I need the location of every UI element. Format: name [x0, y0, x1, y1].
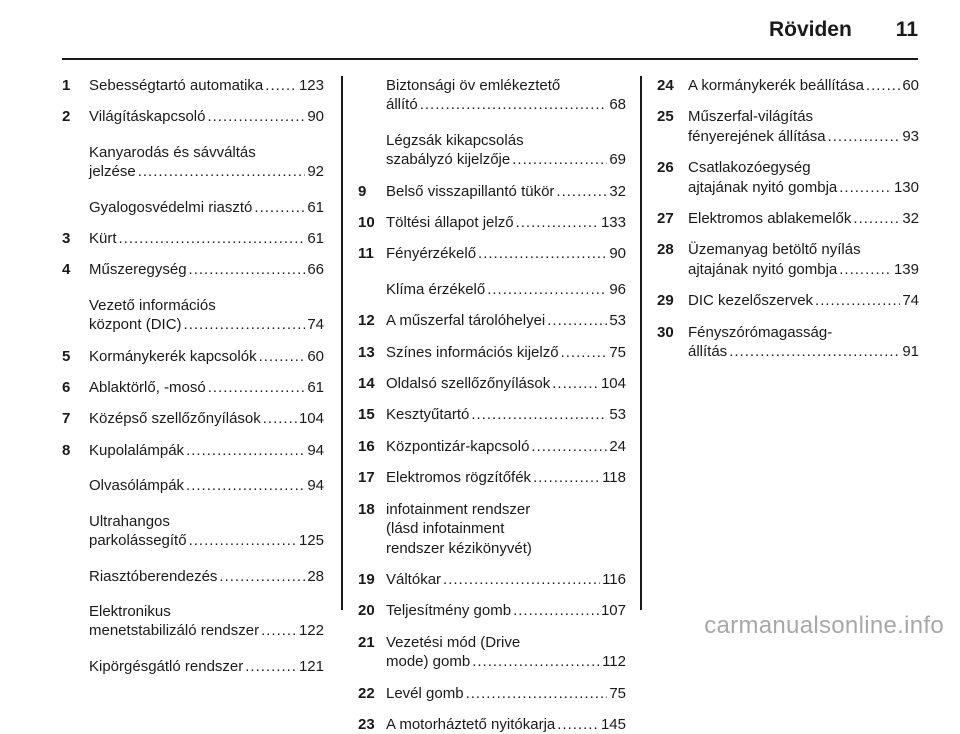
entry-text: Műszerfal-világítás: [688, 108, 814, 126]
leader-dots: [472, 652, 600, 671]
entry-page-ref[interactable]: 74: [902, 292, 919, 310]
entry-page-ref[interactable]: 75: [609, 684, 626, 702]
index-entry: [62, 296, 324, 335]
entry-number: 20: [358, 602, 375, 620]
page-number: 11: [895, 18, 918, 41]
entry-line: [386, 570, 626, 589]
entry-page-ref[interactable]: 112: [602, 653, 626, 671]
leader-dots: [552, 374, 599, 393]
entry-number: 28: [657, 241, 674, 259]
entry-text: ajtajának nyitó gombja: [688, 260, 838, 278]
entry-number: 6: [62, 379, 71, 397]
leader-dots: [420, 95, 608, 114]
entry-text: Ultrahangos: [89, 512, 170, 530]
entry-number: 10: [358, 214, 375, 232]
index-entry: [657, 76, 919, 95]
entry-line: [89, 621, 324, 640]
entry-number: 12: [358, 312, 375, 330]
watermark: carmanualsonline.info: [704, 612, 944, 639]
entry-number: 15: [358, 406, 375, 424]
index-entry: [358, 570, 626, 589]
entry-number: 19: [358, 570, 375, 588]
leader-dots: [189, 531, 297, 550]
leader-dots: [443, 570, 600, 589]
leader-dots: [853, 209, 900, 228]
entry-text: Levél gomb: [386, 684, 464, 702]
leader-dots: [259, 347, 306, 366]
leader-dots: [189, 260, 306, 279]
leader-dots: [186, 441, 305, 460]
entry-page-ref[interactable]: 66: [307, 261, 324, 279]
entry-number: 8: [62, 441, 71, 459]
entry-page-ref[interactable]: 94: [307, 441, 324, 459]
entry-number: 30: [657, 323, 674, 341]
index-entry: [358, 311, 626, 330]
index-column-3: [657, 76, 919, 361]
entry-page-ref[interactable]: 96: [609, 280, 626, 298]
entry-text: Elektromos rögzítőfék: [386, 469, 532, 487]
index-entry: [62, 107, 324, 126]
entry-text: Riasztóberendezés: [89, 567, 218, 585]
entry-line: [386, 684, 626, 703]
index-entry: [358, 715, 626, 734]
entry-text: központ (DIC): [89, 316, 182, 334]
entry-number: 22: [358, 684, 375, 702]
entry-page-ref[interactable]: 130: [893, 178, 919, 196]
entry-page-ref[interactable]: 61: [307, 230, 324, 248]
entry-text: Töltési állapot jelző: [386, 214, 514, 232]
index-entry: [62, 512, 324, 551]
entry-line: [386, 715, 626, 734]
entry-page-ref[interactable]: 32: [609, 182, 626, 200]
entry-text: Biztonsági öv emlékeztető: [386, 77, 561, 94]
index-entry: [62, 378, 324, 397]
entry-line: [386, 244, 626, 263]
entry-line: [386, 374, 626, 393]
index-entry: [358, 500, 626, 558]
leader-dots: [184, 315, 306, 334]
entry-page-ref[interactable]: 75: [609, 343, 626, 361]
entry-text: Ablaktörlő, -mosó: [89, 379, 206, 397]
entry-text: Vezető információs: [89, 296, 216, 314]
entry-line: [688, 178, 919, 197]
index-entry: [657, 158, 919, 197]
entry-text: Központizár-kapcsoló: [386, 437, 530, 455]
entry-number: 26: [657, 159, 674, 177]
leader-dots: [531, 437, 607, 456]
leader-dots: [561, 343, 608, 362]
entry-page-ref[interactable]: 118: [602, 469, 626, 487]
entry-page-ref[interactable]: 28: [307, 567, 324, 585]
entry-text: Oldalsó szellőzőnyílások: [386, 375, 551, 393]
entry-line: [89, 441, 324, 460]
entry-line: [386, 652, 626, 671]
page-header: [769, 18, 918, 42]
entry-number: 29: [657, 292, 674, 310]
leader-dots: [263, 409, 297, 428]
leader-dots: [512, 150, 607, 169]
entry-number: 3: [62, 230, 71, 248]
entry-page-ref[interactable]: 139: [893, 260, 919, 278]
entry-text: Kanyarodás és sávváltás: [89, 143, 256, 161]
entry-line: [386, 280, 626, 299]
entry-line: [688, 342, 919, 361]
entry-text: fényerejének állítása: [688, 127, 826, 145]
column-divider-1: [341, 76, 343, 610]
index-entry: [358, 374, 626, 393]
entry-line: [688, 76, 919, 95]
entry-number: 13: [358, 343, 375, 361]
index-entry: [62, 347, 324, 366]
index-column-2: [358, 76, 626, 734]
entry-page-ref[interactable]: 116: [602, 570, 626, 588]
index-entry: [62, 260, 324, 279]
entry-number: 23: [358, 715, 375, 733]
entry-text: Kesztyűtartó: [386, 406, 470, 424]
leader-dots: [207, 107, 305, 126]
entry-page-ref[interactable]: 53: [609, 406, 626, 424]
entry-number: 25: [657, 108, 674, 126]
entry-text: Teljesítmény gomb: [386, 602, 512, 620]
entry-page-ref[interactable]: 61: [307, 379, 324, 397]
entry-line: [89, 657, 324, 676]
entry-text: Elektronikus: [89, 602, 171, 620]
index-entry: [657, 291, 919, 310]
entry-line: [89, 315, 324, 334]
entry-text: állító: [386, 96, 418, 114]
entry-line: [386, 343, 626, 362]
entry-page-ref[interactable]: 93: [902, 127, 919, 145]
entry-page-ref[interactable]: 123: [298, 77, 324, 94]
entry-page-ref[interactable]: 91: [902, 343, 919, 361]
leader-dots: [119, 229, 306, 248]
entry-text: Világításkapcsoló: [89, 108, 206, 126]
entry-page-ref[interactable]: 121: [298, 657, 324, 675]
leader-dots: [466, 684, 608, 703]
entry-line: [688, 291, 919, 310]
entry-page-ref[interactable]: 60: [902, 77, 919, 94]
entry-text: Színes információs kijelző: [386, 343, 559, 361]
entry-text: ajtajának nyitó gombja: [688, 178, 838, 196]
entry-number: 17: [358, 469, 375, 487]
entry-text: mode) gomb: [386, 653, 471, 671]
index-entry: [358, 182, 626, 201]
entry-text: Légzsák kikapcsolás: [386, 131, 524, 149]
page-title: Röviden: [768, 18, 852, 41]
entry-text: Középső szellőzőnyílások: [89, 410, 261, 428]
leader-dots: [815, 291, 900, 310]
entry-number: 18: [358, 500, 375, 518]
entry-number: 24: [657, 77, 674, 94]
entry-line: [89, 347, 324, 366]
entry-page-ref[interactable]: 32: [902, 210, 919, 228]
leader-dots: [478, 244, 607, 263]
index-entry: [358, 684, 626, 703]
index-entry: [62, 602, 324, 641]
entry-line: [386, 182, 626, 201]
index-entry: [62, 657, 324, 676]
entry-text: Fényszórómagasság-: [688, 323, 833, 341]
entry-text: állítás: [688, 343, 728, 361]
entry-line: [688, 209, 919, 228]
index-entry: [358, 601, 626, 620]
entry-line: [89, 531, 324, 550]
leader-dots: [557, 715, 599, 734]
index-entry: [62, 76, 324, 95]
entry-page-ref[interactable]: 61: [307, 198, 324, 216]
entry-page-ref[interactable]: 24: [609, 437, 626, 455]
entry-line: [688, 127, 919, 146]
entry-line: [386, 437, 626, 456]
entry-text: infotainment rendszer: [386, 500, 531, 518]
entry-line: [386, 405, 626, 424]
index-entry: [62, 198, 324, 217]
entry-page-ref[interactable]: 53: [609, 312, 626, 330]
entry-text: Váltókar: [386, 570, 442, 588]
entry-page-ref[interactable]: 69: [609, 151, 626, 169]
leader-dots: [471, 405, 607, 424]
index-entry: [358, 244, 626, 263]
entry-line: [386, 311, 626, 330]
entry-text: Fényérzékelő: [386, 245, 477, 263]
entry-page-ref[interactable]: 90: [307, 108, 324, 126]
entry-text: A motorháztető nyitókarja: [386, 715, 556, 733]
entry-line: [89, 409, 324, 428]
index-entry: [358, 405, 626, 424]
entry-text: menetstabilizáló rendszer: [89, 622, 260, 640]
index-entry: [657, 107, 919, 146]
entry-line: [386, 150, 626, 169]
leader-dots: [729, 342, 900, 361]
entry-text: Csatlakozóegység: [688, 159, 811, 177]
leader-dots: [138, 162, 306, 181]
entry-text: szabályzó kijelzője: [386, 151, 511, 169]
entry-number: 11: [358, 245, 374, 263]
leader-dots: [533, 468, 600, 487]
entry-text: DIC kezelőszervek: [688, 292, 814, 310]
entry-line: [89, 76, 324, 95]
leader-dots: [487, 280, 607, 299]
index-entry: [62, 409, 324, 428]
entry-number: 5: [62, 347, 71, 365]
leader-dots: [556, 182, 607, 201]
index-entry: [62, 476, 324, 495]
index-entry: [62, 441, 324, 460]
index-entry: [62, 143, 324, 182]
entry-text: Üzemanyag betöltő nyílás: [688, 241, 861, 259]
leader-dots: [839, 178, 892, 197]
entry-number: 21: [358, 633, 375, 651]
leader-dots: [516, 213, 599, 232]
entry-number: 7: [62, 410, 71, 428]
leader-dots: [839, 260, 892, 279]
entry-page-ref[interactable]: 104: [600, 375, 626, 393]
entry-page-ref[interactable]: 92: [307, 163, 324, 181]
leader-dots: [828, 127, 901, 146]
entry-page-ref[interactable]: 122: [298, 622, 324, 640]
index-column-1: [62, 76, 324, 676]
entry-text: Kormánykerék kapcsolók: [89, 347, 257, 365]
index-entry: [358, 213, 626, 232]
entry-text: A kormánykerék beállítása: [688, 77, 864, 94]
leader-dots: [219, 567, 305, 586]
leader-dots: [254, 198, 305, 217]
column-divider-2: [640, 76, 642, 610]
entry-text: Műszeregység: [89, 261, 187, 279]
leader-dots: [245, 657, 297, 676]
entry-number: 27: [657, 210, 674, 228]
entry-line: [386, 468, 626, 487]
entry-text: A műszerfal tárolóhelyei: [386, 312, 546, 330]
entry-text: Kürt: [89, 230, 117, 248]
index-entry: [358, 131, 626, 170]
entry-line: [688, 260, 919, 279]
entry-text: (lásd infotainment: [386, 520, 505, 538]
entry-page-ref[interactable]: 107: [600, 602, 626, 620]
entry-line: [89, 378, 324, 397]
leader-dots: [261, 621, 297, 640]
entry-number: 2: [62, 108, 71, 126]
entry-text: Kipörgésgátló rendszer: [89, 657, 244, 675]
leader-dots: [866, 76, 900, 95]
entry-line: [386, 601, 626, 620]
leader-dots: [265, 76, 297, 95]
index-entry: [358, 468, 626, 487]
index-entry: [358, 343, 626, 362]
index-entry: [62, 567, 324, 586]
index-entry: [657, 209, 919, 228]
entry-line: [89, 162, 324, 181]
index-entry: [358, 437, 626, 456]
entry-text: Elektromos ablakemelők: [688, 210, 852, 228]
entry-number: 16: [358, 437, 375, 455]
entry-page-ref[interactable]: 104: [298, 410, 324, 428]
entry-page-ref[interactable]: 68: [609, 96, 626, 114]
entry-page-ref[interactable]: 133: [600, 214, 626, 232]
entry-text: Kupolalámpák: [89, 441, 185, 459]
entry-line: [386, 213, 626, 232]
index-entry: [657, 240, 919, 279]
entry-page-ref[interactable]: 94: [307, 477, 324, 495]
entry-line: [89, 198, 324, 217]
entry-text: rendszer kézikönyvét): [386, 539, 532, 557]
entry-text: Sebességtartó automatika: [89, 77, 264, 94]
entry-number: 1: [62, 77, 71, 94]
entry-line: [89, 476, 324, 495]
entry-line: [89, 229, 324, 248]
entry-text: Olvasólámpák: [89, 477, 185, 495]
entry-line: [89, 567, 324, 586]
index-entry: [358, 76, 626, 115]
entry-text: Vezetési mód (Drive: [386, 633, 521, 651]
entry-page-ref[interactable]: 90: [609, 245, 626, 263]
leader-dots: [513, 601, 599, 620]
index-entry: [358, 633, 626, 672]
leader-dots: [208, 378, 306, 397]
entry-page-ref[interactable]: 74: [307, 316, 324, 334]
entry-text: Gyalogosvédelmi riasztó: [89, 198, 253, 216]
entry-number: 14: [358, 375, 375, 393]
index-entry: [657, 323, 919, 362]
entry-text: Belső visszapillantó tükör: [386, 182, 555, 200]
entry-page-ref[interactable]: 145: [600, 715, 626, 733]
index-entry: [62, 229, 324, 248]
index-entry: [358, 280, 626, 299]
entry-text: Klíma érzékelő: [386, 280, 486, 298]
entry-page-ref[interactable]: 60: [307, 347, 324, 365]
entry-number: 9: [358, 182, 367, 200]
leader-dots: [547, 311, 607, 330]
entry-text: parkolássegítő: [89, 532, 187, 550]
entry-line: [89, 107, 324, 126]
entry-line: [89, 260, 324, 279]
entry-text: jelzése: [89, 163, 136, 181]
entry-number: 4: [62, 261, 71, 279]
entry-line: [386, 95, 626, 114]
leader-dots: [186, 476, 305, 495]
header-rule: [62, 58, 918, 60]
entry-page-ref[interactable]: 125: [298, 532, 324, 550]
